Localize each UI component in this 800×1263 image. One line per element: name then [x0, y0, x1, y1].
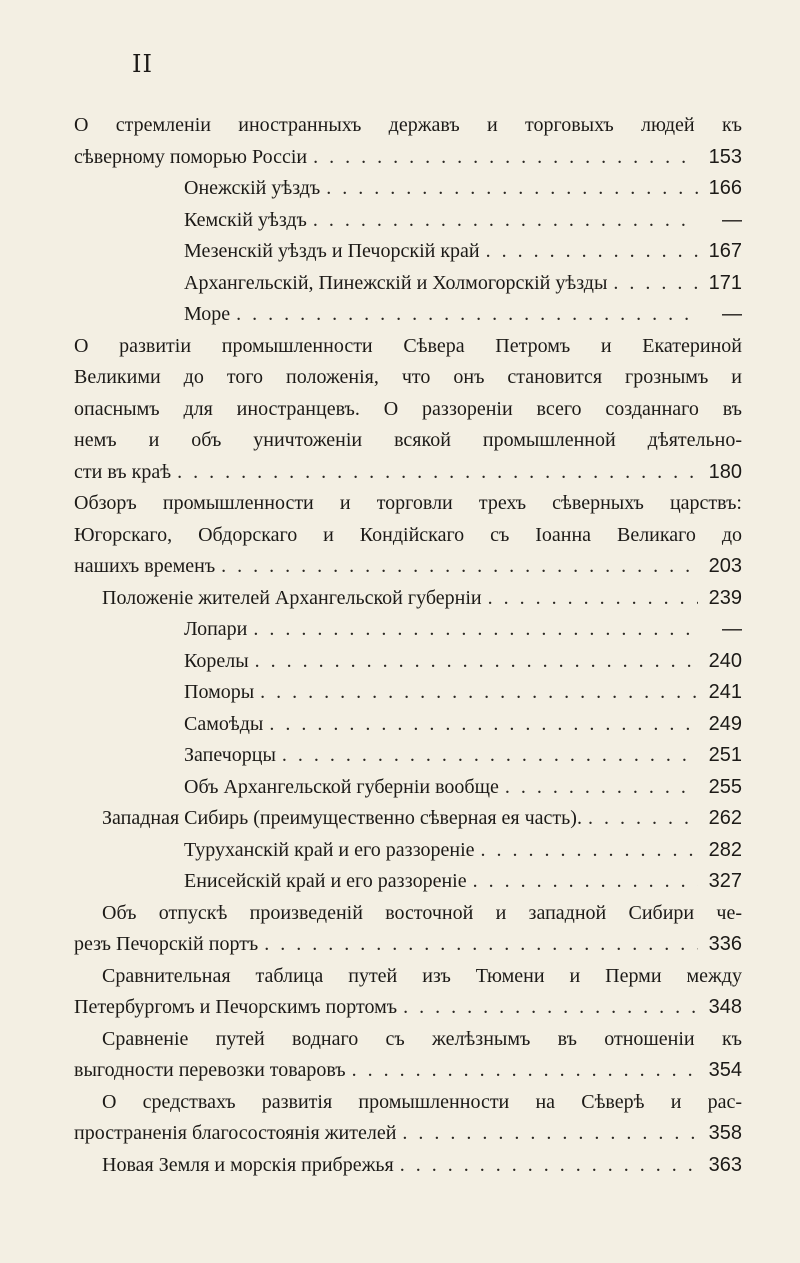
toc-page-number: 203 [708, 555, 742, 577]
toc-entry-title: Корелы [184, 649, 249, 672]
toc-entry-title: Самоѣды [184, 712, 264, 735]
toc-entry-text-line: Сравнительная таблица путей изъ Тюмени и Перми между [102, 964, 742, 987]
toc-page-number: 363 [708, 1153, 742, 1176]
toc-entry [74, 173, 742, 205]
dot-leader [260, 677, 698, 709]
toc-entry-title: Море [184, 303, 231, 325]
dot-leader [221, 551, 698, 583]
toc-entry-title: Запечорцы [184, 744, 276, 766]
toc-entry-title: Кемскій уѣздъ [184, 208, 307, 231]
toc-entry-text-line: О развитіи промышленности Сѣвера Петромъ и Екатериной [74, 334, 742, 357]
toc-entry-title: Положеніе жителей Архангельской губерніи [102, 586, 482, 609]
toc-entry [74, 268, 742, 300]
dot-leader [255, 646, 698, 678]
toc-entry-title: пространенія благосостоянія жителей [74, 1122, 397, 1144]
toc-page-number: 239 [708, 586, 742, 609]
toc-entry [74, 866, 742, 898]
toc-entry-title: сѣверному поморью Россіи [74, 145, 308, 168]
toc-entry [74, 614, 742, 646]
dot-leader [253, 614, 698, 646]
toc-entry [74, 898, 742, 961]
toc-entry [74, 646, 742, 678]
dot-leader [400, 1150, 698, 1182]
toc-entry-text-line: Сравненіе путей воднаго съ желѣзнымъ въ отношеніи къ [102, 1027, 742, 1050]
toc-entry [74, 709, 742, 741]
toc-entry-text-line: опаснымъ для иностранцевъ. О раззореніи всего созданнаго въ [74, 397, 742, 420]
toc-entry-text-line: О стремленіи иностранныхъ державъ и торговыхъ людей къ [74, 114, 742, 136]
toc-entry-title: Енисейскій край и его раззореніе [184, 870, 467, 892]
toc-page-number: 354 [708, 1059, 742, 1081]
dot-leader [264, 929, 698, 961]
toc-entry-title: Мезенскій уѣздъ и Печорскій край [184, 240, 480, 262]
toc-page-number: 171 [708, 271, 742, 294]
toc-entry [74, 236, 742, 268]
toc-entry-title: нашихъ временъ [74, 555, 216, 577]
toc-entry-text-line: О средствахъ развитія промышленности на Сѣверѣ и рас- [102, 1090, 742, 1113]
dot-leader [481, 835, 698, 867]
toc-page-number: 327 [708, 870, 742, 892]
toc-page-number: 153 [708, 145, 742, 168]
page-number: II [132, 50, 153, 78]
dot-leader [352, 1055, 698, 1087]
toc-entry-title: Онежскій уѣздъ [184, 177, 321, 199]
toc-page-number: 348 [708, 996, 742, 1018]
toc-page-number: 180 [708, 460, 742, 483]
toc-entry [74, 772, 742, 804]
dot-leader [473, 866, 698, 898]
toc-page-number: — [722, 303, 742, 325]
toc-page-number: 282 [708, 838, 742, 861]
toc-entry-title: выгодности перевозки товаровъ [74, 1059, 346, 1081]
toc-entry-title: Лопари [184, 618, 248, 640]
dot-leader [488, 583, 698, 615]
toc-entry [74, 961, 742, 1024]
toc-entry-title: сти въ краѣ [74, 460, 172, 483]
dot-leader [588, 803, 698, 835]
toc-page-number: 336 [708, 933, 742, 955]
toc-entry-text-line: немъ и объ уничтоженіи всякой промышленной дѣятельно- [74, 429, 742, 451]
toc-entry-title: Туруханскій край и его раззореніе [184, 838, 475, 861]
toc-entry [74, 803, 742, 835]
toc-entry-text-line: Великими до того положенія, что онъ становится грознымъ и [74, 366, 742, 388]
toc-entry [74, 205, 742, 237]
toc-entry [74, 677, 742, 709]
table-of-contents [74, 110, 742, 1181]
toc-entry-title: Архангельскій, Пинежскій и Холмогорскій уѣзды [184, 271, 608, 294]
toc-entry-text-line: Объ отпускѣ произведеній восточной и западной Сибири че- [102, 901, 742, 924]
toc-entry [74, 110, 742, 173]
dot-leader [269, 709, 698, 741]
dot-leader [326, 173, 698, 205]
dot-leader [505, 772, 698, 804]
toc-entry-title: Петербургомъ и Печорскимъ портомъ [74, 996, 398, 1018]
toc-entry [74, 1087, 742, 1150]
dot-leader [282, 740, 698, 772]
dot-leader [236, 299, 698, 331]
toc-entry-title: Объ Архангельской губерніи вообще [184, 775, 499, 798]
toc-entry [74, 488, 742, 583]
dot-leader [486, 236, 698, 268]
toc-entry-title: резъ Печорскій портъ [74, 933, 259, 955]
dot-leader [403, 992, 698, 1024]
toc-entry-title: Западная Сибирь (преимущественно сѣверная ея часть). [102, 807, 582, 829]
toc-entry-text-line: Обзоръ промышленности и торговли трехъ сѣверныхъ царствъ: [74, 492, 742, 514]
toc-page-number: 249 [708, 712, 742, 735]
toc-page-number: 241 [708, 681, 742, 703]
toc-page-number: 255 [708, 775, 742, 798]
toc-entry-text-line: Югорскаго, Обдорскаго и Кондійскаго съ Іоанна Великаго до [74, 523, 742, 546]
toc-page-number: 166 [708, 177, 742, 199]
toc-entry [74, 331, 742, 489]
toc-page-number: — [722, 618, 742, 640]
dot-leader [177, 457, 698, 489]
toc-entry-title: Поморы [184, 681, 255, 703]
toc-page-number: — [722, 208, 742, 231]
toc-page-number: 251 [708, 744, 742, 766]
toc-entry-title: Новая Земля и морскія прибрежья [102, 1153, 394, 1176]
toc-entry [74, 583, 742, 615]
dot-leader [402, 1118, 698, 1150]
toc-page-number: 167 [708, 240, 742, 262]
dot-leader [313, 205, 698, 237]
toc-entry [74, 740, 742, 772]
toc-page-number: 358 [708, 1122, 742, 1144]
dot-leader [313, 142, 698, 174]
dot-leader [613, 268, 698, 300]
toc-page-number: 240 [708, 649, 742, 672]
toc-entry [74, 1150, 742, 1182]
toc-entry [74, 835, 742, 867]
toc-entry [74, 1024, 742, 1087]
toc-page-number: 262 [708, 807, 742, 829]
toc-entry [74, 299, 742, 331]
